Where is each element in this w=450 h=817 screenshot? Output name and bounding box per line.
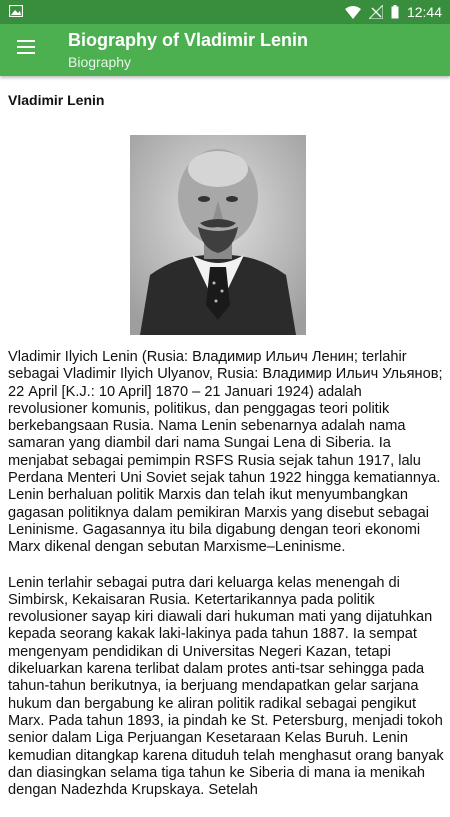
article-paragraph: Lenin terlahir sebagai putra dari keluarga kelas menengah di Simbirsk, Kekaisaran Rusia. Ketertarikannya pada politik revolusioner sayap kiri diawali dari hukuman mati yang dijatuhkan kepada seorang kakak laki-lakinya pada tahun 1887. Ia sempat mengenyam pendidikan di Universitas Negeri Kazan, tetapi dikeluarkan karena terlibat dalam protes anti-tsar sehingga pada tahun-tahun berikutnya, ia berjuang mendapatkan gelar sarjana hukum dan bergabung ke aliran politik radikal sebagai pengikut Marx. Pada tahun 1893, ia pindah ke St. Petersburg, menjadi tokoh senior dalam Liga Perjuangan Kesetaraan Kelas Buruh. Lenin kemudian ditangkap karena dituduh telah menghasut orang banyak dan diasingkan selama tiga tahun ke Siberia di mana ia menikah dengan Nadezhda Krupskaya. Setelah <box>8 574 444 799</box>
article-content <box>8 90 444 817</box>
no-signal-icon <box>369 5 383 19</box>
clock: 12:44 <box>406 4 442 20</box>
hamburger-menu-icon[interactable] <box>14 36 38 60</box>
article-paragraph: Vladimir Ilyich Lenin (Rusia: Владимир Ильич Ленин; terlahir sebagai Vladimir Ilyich Ulyanov, Rusia: Владимир Ильич Ульянов; 22 April [K.J.: 10 April] 1870 – 21 Januari 1924) adalah revolusioner komunis, politikus, dan penggagas teori politik berkebangsaan Rusia. Nama Lenin sebenarnya adalah nama samaran yang diambil dari nama Sungai Lena di Siberia. Ia menjabat sebagai pemimpin RSFS Rusia sejak tahun 1917, lalu Perdana Menteri Uni Soviet sejak tahun 1922 hingga kematiannya. Lenin berhaluan politik Marxis dan telah ikut menyumbangkan gagasan politiknya dalam pemikiran Marxis yang disebut sebagai Leninisme. Gagasannya itu bila digabung dengan teori ekonomi Marx dikenal dengan sebutan Marxisme–Leninisme. <box>8 349 443 556</box>
app-bar <box>0 24 450 76</box>
wifi-icon <box>345 6 361 19</box>
app-title: Biography of Vladimir Lenin <box>68 30 309 50</box>
battery-icon <box>391 5 399 19</box>
app-subtitle: Biography <box>68 54 132 70</box>
status-bar <box>0 0 450 24</box>
lenin-portrait <box>130 135 306 335</box>
image-icon <box>9 5 23 17</box>
article-heading: Vladimir Lenin <box>8 92 105 108</box>
